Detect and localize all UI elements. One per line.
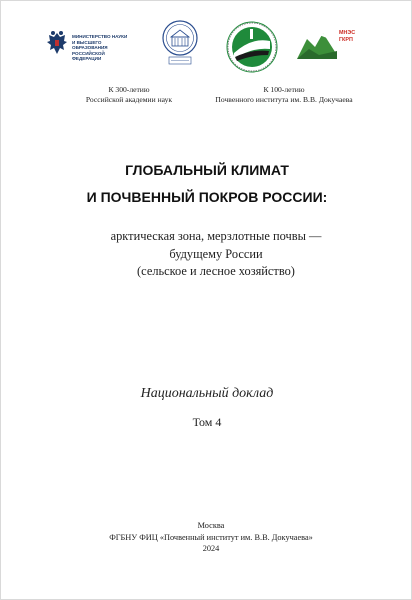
institute-anniversary-note: К 100-летию Почвенного института им. В.В. Докучаева — [215, 85, 353, 104]
logo-strip — [1, 19, 412, 75]
ministry-name: МИНИСТЕРСТВО НАУКИ И ВЫСШЕГО ОБРАЗОВАНИЯ РОССИЙСКОЙ ФЕДЕРАЦИИ — [72, 34, 128, 62]
mnes-gkrp-logo — [295, 25, 369, 65]
publisher-imprint: Москва ФГБНУ ФИЦ «Почвенный институт им. В.В. Докучаева» 2024 — [109, 521, 313, 553]
academy-logo — [161, 19, 199, 71]
academy-building-icon — [161, 19, 199, 71]
soil-institute-logo — [219, 19, 285, 75]
soil-institute-emblem-icon — [219, 19, 285, 75]
double-headed-eagle-icon — [45, 29, 69, 59]
mnes-gkrp-label: МНЭС ГКРП — [339, 30, 356, 43]
ministry-logo — [45, 29, 135, 61]
ras-anniversary-note: К 300-летию Российской академии наук — [85, 85, 173, 104]
mountain-landscape-icon — [295, 25, 339, 65]
report-type: Национальный доклад — [140, 386, 274, 401]
document-subtitle: арктическая зона, мерзлотные почвы — будущему России (сельское и лесное хозяйство) — [110, 229, 322, 278]
document-title: ГЛОБАЛЬНЫЙ КЛИМАТ И ПОЧВЕННЫЙ ПОКРОВ РОССИИ: — [86, 162, 328, 205]
volume-number: Том 4 — [192, 415, 222, 429]
